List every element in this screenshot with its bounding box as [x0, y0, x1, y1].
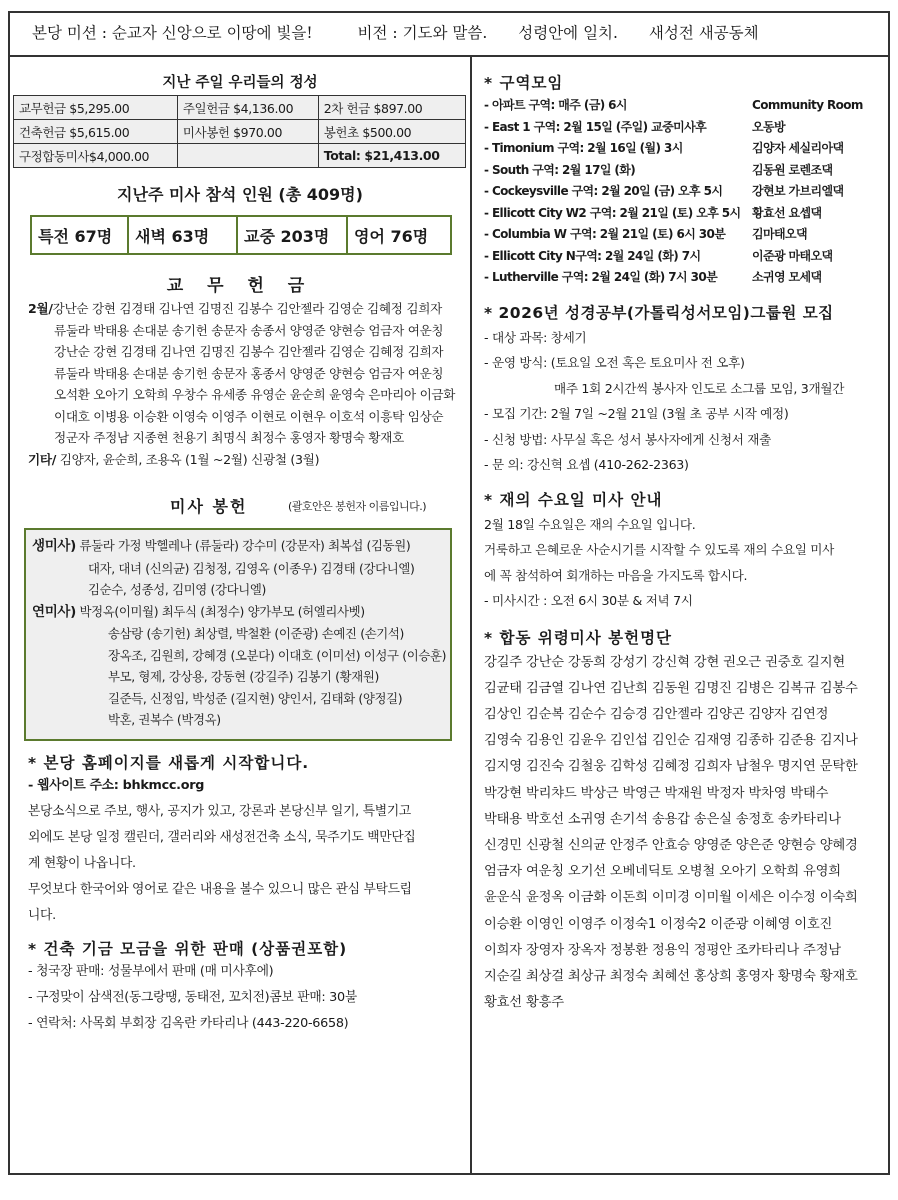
memorial-mass-line: 부모, 형제, 강상용, 강동현 (강길주) 김봉기 (황재원): [108, 669, 380, 684]
memorial-roll-line: 김지영 김진숙 김철웅 김학성 김혜정 김희자 남철우 명지연 문탁한: [484, 759, 858, 775]
bible-study-body: [484, 325, 888, 478]
misa-header: [10, 494, 470, 528]
memorial-roll-line: 윤운식 윤정옥 이금화 이돈희 이미경 이미월 이세은 이수정 이숙희: [484, 890, 858, 906]
attendance-cell: 새벽 63명: [128, 216, 237, 254]
memorial-mass-label: 연미사): [32, 603, 76, 620]
memorial-roll-line: 박강현 박리챠드 박상근 박영근 박재원 박정자 박차영 박태수: [484, 785, 829, 801]
fundraising-body: [28, 959, 470, 1037]
district-row: - Columbia W 구역: 2월 21일 (토) 6시 30분 김마태오댁: [484, 227, 807, 241]
memorial-roll-line: 김균태 김금열 김나연 김난희 김동원 김명진 김병은 김복규 김봉수: [484, 680, 858, 696]
district-row: - South 구역: 2월 17일 (화) 김동원 로렌조댁: [484, 162, 833, 177]
bible-study-section: [484, 301, 888, 478]
table-row: [14, 120, 466, 144]
district-row: - Lutherville 구역: 2월 24일 (화) 7시 30분 소귀영 모세댁: [484, 270, 822, 284]
bible-study-method-detail: 매주 1회 2시간씩 봉사자 인도로 소그룹 모임, 3개월간: [554, 380, 845, 396]
attendance-cell: 특전 67명: [31, 216, 128, 254]
gyomu-line: 강난순 강현 김경태 김나연 김명진 김봉수 김안젤라 김영순 김혜정 김희자: [54, 344, 444, 359]
memorial-roll-line: 김상인 김순복 김순수 김승경 김안젤라 김양곤 김양자 김연정: [484, 706, 829, 722]
gyomu-names: [10, 298, 470, 470]
vision-item: 기도와 말씀.: [402, 24, 488, 42]
memorial-roll-section: [484, 626, 888, 1017]
gyomu-line: 2월/강난순 강현 김경태 김나연 김명진 김봉수 김안젤라 김영순 김혜정 김희자: [28, 301, 442, 316]
homepage-title: * 본당 홈페이지를 새롭게 시작합니다.: [28, 753, 310, 772]
vision-item: 성령안에 일치.: [518, 24, 618, 42]
offering-total: Total: $21,413.00: [318, 144, 465, 168]
table-row: [14, 144, 466, 168]
homepage-text-line: 외에도 본당 일정 캘린더, 갤러리와 새성전건축 소식, 묵주기도 백만단집: [28, 829, 416, 845]
ash-wednesday-line: 에 꼭 참석하여 회개하는 마음을 가지도록 합시다.: [484, 567, 748, 583]
gyomu-line: 류둘라 박태용 손대분 송기헌 송문자 홍종서 양영준 양현승 엄금자 여운칭: [54, 365, 444, 381]
fundraising-item: - 청국장 판매: 성물부에서 판매 (매 미사후에): [28, 963, 274, 979]
memorial-roll-title: * 합동 위령미사 봉헌명단: [484, 628, 673, 647]
memorial-roll-line: 황효선 황흥주: [484, 995, 564, 1011]
gyomu-etc: 기타/ 김양자, 윤순희, 조용옥 (1월 ~2월) 신광철 (3월): [28, 451, 320, 467]
gyomu-title: 교 무 헌 금: [166, 276, 314, 296]
district-row: - 아파트 구역: 매주 (금) 6시 Community Room: [484, 98, 863, 112]
ash-wednesday-line: 거룩하고 은혜로운 사순시기를 시작할 수 있도록 재의 수요일 미사: [484, 542, 834, 557]
ash-wednesday-body: [484, 512, 888, 614]
ash-wednesday-line: - 미사시간 : 오전 6시 30분 & 저녁 7시: [484, 593, 693, 608]
district-row: - Ellicott City N구역: 2월 24일 (화) 7시 이준광 마태오댁: [484, 248, 833, 263]
living-mass-line: 대자, 대녀 (신의균) 김청정, 김영옥 (이종우) 김경태 (강다니엘): [88, 560, 415, 576]
offering-cell: 건축헌금 $5,615.00: [14, 120, 178, 144]
memorial-mass-line: 연미사) 박정옥(이미월) 최두식 (최정수) 양가부모 (허엘리사벳): [32, 603, 365, 620]
memorial-mass-line: 박혼, 권복수 (박경옥): [108, 712, 221, 727]
memorial-roll-line: 이승환 이영인 이영주 이정숙1 이정숙2 이준광 이혜영 이호진: [484, 916, 833, 932]
fundraising-item: - 연락처: 사목회 부회장 김옥란 카타리나 (443-220-6658): [28, 1015, 349, 1031]
left-column: [8, 57, 470, 1175]
offering-cell: 2차 헌금 $897.00: [318, 96, 465, 120]
table-row: [31, 216, 451, 254]
table-row: [14, 96, 466, 120]
bible-study-apply: - 신청 방법: 사무실 혹은 성서 봉사자에게 신청서 재출: [484, 431, 771, 447]
bible-study-title: * 2026년 성경공부(가톨릭성서모임)그룹원 모집: [484, 303, 834, 322]
homepage-text-line: 무엇보다 한국어와 영어로 같은 내용을 볼수 있으니 많은 관심 부탁드립: [28, 881, 412, 897]
offering-table: [13, 95, 466, 168]
districts-title: * 구역모임: [484, 74, 564, 92]
offering-cell: 봉헌초 $500.00: [318, 120, 465, 144]
ash-wednesday-line: 2월 18일 수요일은 재의 수요일 입니다.: [484, 516, 696, 532]
memorial-roll-line: 엄금자 여운칭 오기선 오베네딕토 오병철 오아기 오학희 유영희: [484, 864, 841, 880]
memorial-roll-line: 강길주 강난순 강동희 강성기 강신혁 강현 권오근 권중호 길지현: [484, 654, 845, 670]
district-row: - Cockeysville 구역: 2월 20일 (금) 오후 5시 강현보 가브리엘댁: [484, 184, 844, 198]
memorial-roll-names: [484, 650, 888, 1017]
living-mass-label: 생미사): [32, 538, 76, 554]
offering-cell: 교무헌금 $5,295.00: [14, 96, 178, 120]
memorial-roll-line: 이희자 장영자 장옥자 정봉환 정용익 정평안 조카타리나 주정남: [484, 942, 841, 958]
memorial-roll-line: 김영숙 김용인 김윤우 김인섭 김인순 김재영 김종하 김준용 김지나: [484, 733, 858, 749]
living-mass-line: 생미사) 류둘라 가정 박헬레나 (류둘라) 강수미 (강문자) 최복섭 (김동원): [32, 538, 411, 554]
memorial-mass-line: 길준득, 신정임, 박성준 (길지현) 양인서, 김태화 (양정길): [108, 690, 403, 706]
districts-section: [484, 71, 888, 289]
living-mass-line: 김순수, 성종성, 김미영 (강다니엘): [88, 582, 266, 597]
gyomu-line: 정군자 주정남 지종현 천용기 최명식 최정수 홍영자 황명숙 황재호: [54, 430, 404, 445]
gyomu-month-label: 2월/: [28, 301, 53, 316]
mission-label: 본당 미션 :: [32, 24, 107, 42]
misa-box: [24, 528, 452, 741]
gyomu-line: 오석환 오아기 오학희 우창수 유세종 유영순 윤순희 윤영숙 은마리아 이금화: [54, 387, 456, 402]
bible-study-method: - 운영 방식: (토요일 오전 혹은 토요미사 전 오후): [484, 355, 745, 370]
offering-cell: 미사봉헌 $970.00: [177, 120, 318, 144]
attendance-cell: 교중 203명: [237, 216, 347, 254]
homepage-text-line: 본당소식으로 주보, 행사, 공지가 있고, 강론과 본당신부 일기, 특별기고: [28, 803, 411, 819]
attendance-title: 지난주 미사 참석 인원 (총 409명): [117, 185, 363, 204]
offering-title: 지난 주일 우리들의 정성: [162, 75, 318, 91]
offering-cell: [177, 144, 318, 168]
offering-cell: 구정합동미사$4,000.00: [14, 144, 178, 168]
gyomu-etc-label: 기타/: [28, 451, 57, 467]
fundraising-item: - 구정맞이 삼색전(동그랑땡, 동태전, 꼬치전)콤보 판매: 30불: [28, 989, 357, 1005]
homepage-section: [10, 751, 470, 929]
ash-wednesday-section: [484, 488, 888, 614]
memorial-roll-line: 지순길 최상걸 최상규 최정숙 최혜선 홍상희 홍영자 황명숙 황재호: [484, 968, 858, 984]
gyomu-line: 류둘라 박태용 손대분 송기헌 송문자 송종서 양영준 양현승 엄금자 여운칭: [54, 322, 444, 338]
district-row: - East 1 구역: 2월 15일 (주일) 교중미사후 오동방: [484, 119, 785, 134]
memorial-roll-line: 박태용 박호선 소귀영 손기석 송용갑 송은실 송정호 송카타리나: [484, 811, 841, 827]
attendance-table: [30, 215, 452, 255]
vision-item: 새성전 새공동체: [648, 24, 759, 42]
district-row: - Timonium 구역: 2월 16일 (월) 3시 김양자 세실리아댁: [484, 141, 844, 155]
misa-title: 미사 봉헌: [170, 497, 248, 516]
memorial-mass-line: 장옥조, 김원희, 강혜경 (오분다) 이대호 (이미선) 이성구 (이승훈): [108, 647, 447, 663]
homepage-body: [28, 773, 470, 929]
mission-banner: [8, 11, 890, 57]
memorial-roll-line: 신경민 신광철 신의균 안정주 안효승 양영준 양은준 양현승 양혜경: [484, 837, 858, 853]
right-column: [470, 57, 890, 1175]
bible-study-subject: - 대상 과목: 창세기: [484, 329, 587, 345]
offering-cell: 주일헌금 $4,136.00: [177, 96, 318, 120]
website-address: - 웹사이트 주소: bhkmcc.org: [28, 777, 205, 793]
districts-list: [484, 95, 888, 289]
mission-text: 순교자 신앙으로 이땅에 빛을!: [111, 24, 313, 42]
misa-note: (괄호안은 봉헌자 이름입니다.): [288, 500, 427, 513]
vision-label: 비전 :: [357, 24, 398, 42]
bible-study-period: - 모집 기간: 2월 7일 ~2월 21일 (3월 초 공부 시작 예정): [484, 406, 789, 421]
memorial-mass-line: 송삼랑 (송기헌) 최상렬, 박철환 (이준광) 손예진 (손기석): [108, 626, 405, 641]
attendance-cell: 영어 76명: [347, 216, 451, 254]
fundraising-title: * 건축 기금 모금을 위한 판매 (상품권포함): [28, 939, 348, 958]
fundraising-section: [10, 937, 470, 1037]
homepage-text-line: 니다.: [28, 907, 56, 923]
district-row: - Ellicott City W2 구역: 2월 21일 (토) 오후 5시 황효선 요셉댁: [484, 205, 822, 220]
homepage-text-line: 계 현황이 나옵니다.: [28, 855, 136, 871]
gyomu-line: 이대호 이병용 이승환 이영숙 이영주 이현로 이현우 이호석 이흥탁 임상순: [54, 408, 444, 424]
bible-study-contact: - 문 의: 강신혁 요셉 (410-262-2363): [484, 457, 689, 472]
ash-wednesday-title: * 재의 수요일 미사 안내: [484, 490, 663, 509]
